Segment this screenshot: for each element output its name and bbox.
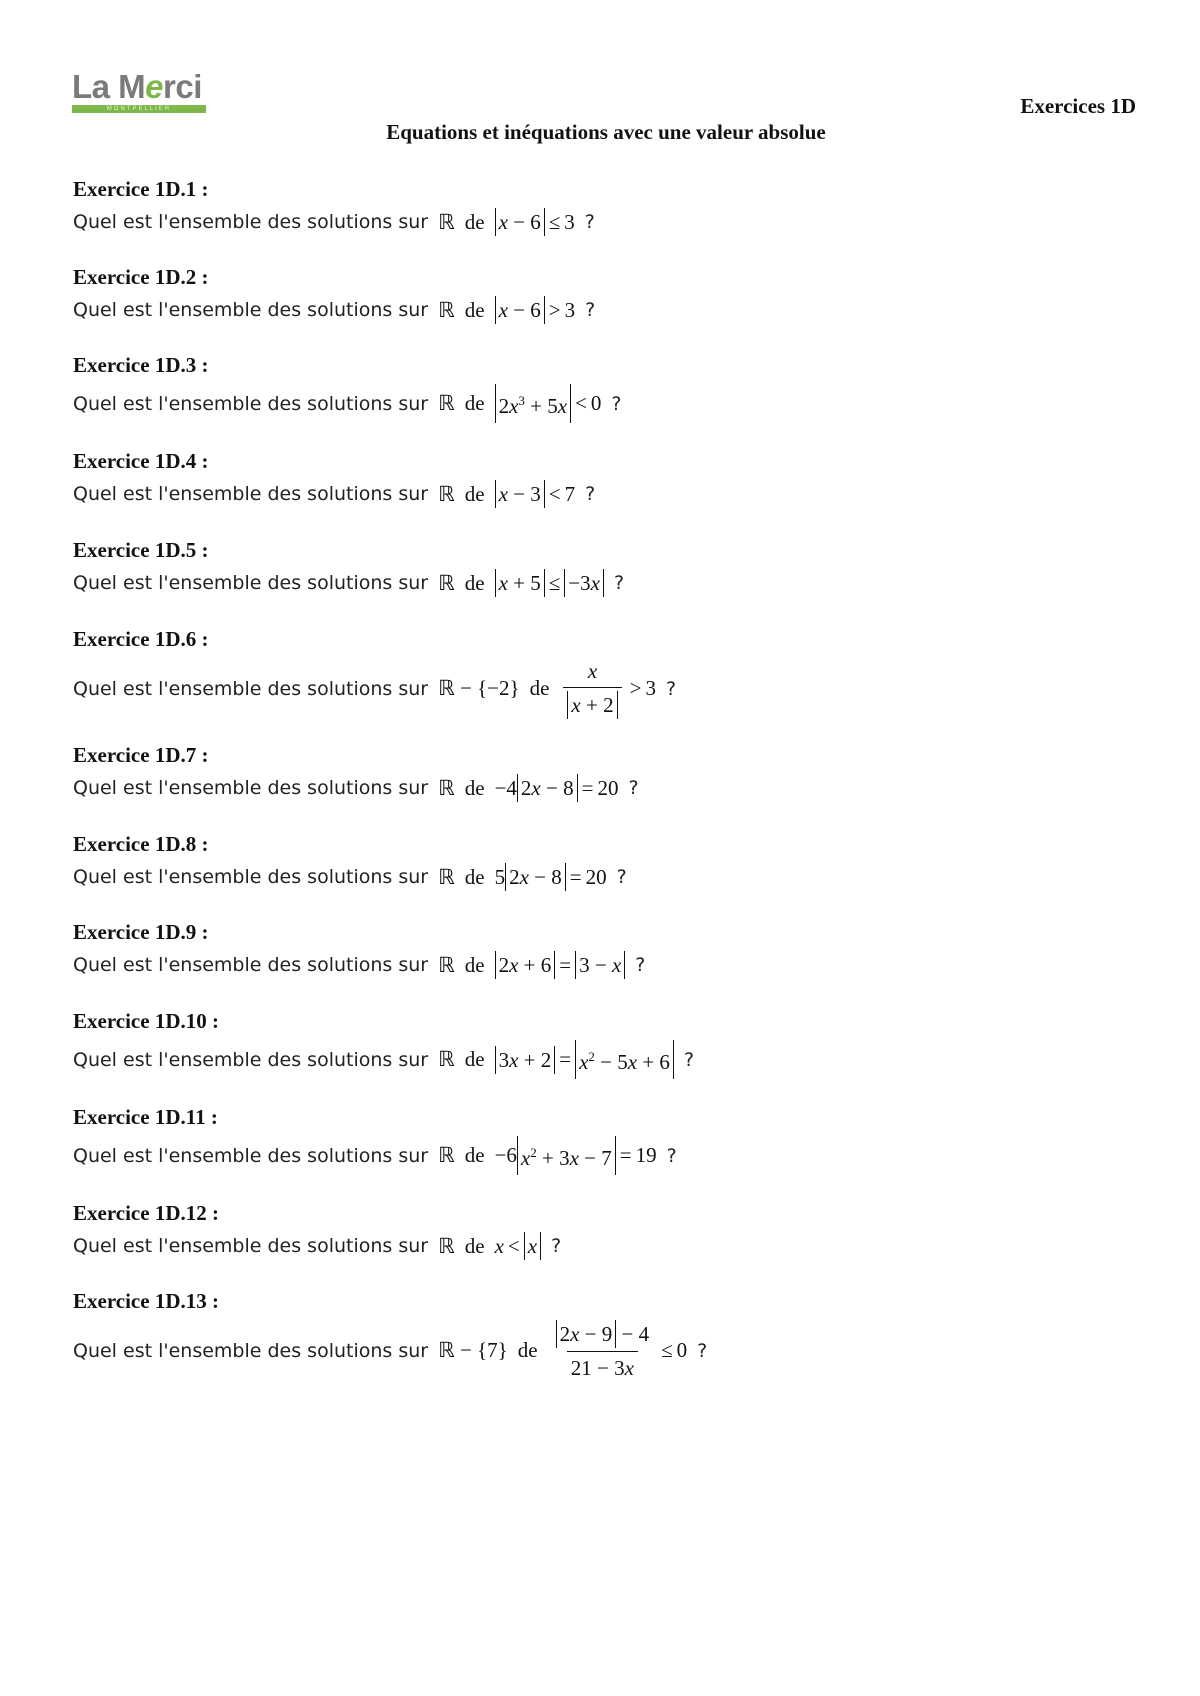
- question-text: Quel est l'ensemble des solutions sur: [73, 1048, 429, 1071]
- solution-set: ℝ: [438, 481, 455, 506]
- exercise-question: [73, 1136, 677, 1175]
- math-expression: x < x: [495, 1232, 542, 1260]
- question-text: Quel est l'ensemble des solutions sur: [73, 1144, 429, 1167]
- document-id: Exercices 1D: [1020, 94, 1136, 118]
- exercise-5: [73, 537, 624, 597]
- exercise-question: [73, 569, 624, 597]
- math-expression: x + 5 ≤ −3x: [495, 569, 604, 597]
- solution-set: ℝ: [438, 570, 455, 595]
- exercise-question: [73, 1232, 561, 1260]
- solution-set: ℝ: [438, 391, 455, 415]
- solution-set: ℝ: [438, 209, 455, 234]
- exercise-question: [73, 1040, 694, 1079]
- exercise-title: Exercice 1D.6 :: [73, 627, 209, 651]
- question-mark: ?: [697, 1339, 708, 1362]
- exercise-title: Exercice 1D.7 :: [73, 743, 209, 767]
- math-expression: x − 6 > 3: [495, 296, 576, 324]
- question-text: Quel est l'ensemble des solutions sur: [73, 866, 429, 888]
- exercise-title: Exercice 1D.5 :: [73, 538, 209, 562]
- de-label: de: [464, 297, 485, 322]
- exercise-1: [73, 176, 595, 236]
- question-mark: ?: [585, 483, 596, 505]
- math-expression: x − 3 < 7: [495, 480, 576, 508]
- solution-set: ℝ − {7}: [438, 1338, 508, 1362]
- exercise-6: [73, 626, 676, 719]
- question-mark: ?: [611, 392, 622, 415]
- exercise-title: Exercice 1D.10 :: [73, 1009, 219, 1033]
- solution-set: ℝ − {−2}: [438, 676, 520, 700]
- math-expression: −6 $x^2 + 3x - 7$ = 19: [495, 1136, 657, 1175]
- logo: [72, 70, 208, 116]
- exercise-question: [73, 658, 676, 719]
- question-text: Quel est l'ensemble des solutions sur: [73, 1235, 429, 1257]
- logo-text: La Merci: [72, 68, 202, 105]
- question-text: Quel est l'ensemble des solutions sur: [73, 777, 429, 799]
- exercise-7: [73, 742, 639, 802]
- solution-set: ℝ: [438, 952, 455, 977]
- exercise-8: [73, 831, 627, 891]
- solution-set: ℝ: [438, 1143, 455, 1167]
- de-label: de: [464, 952, 485, 977]
- exercise-12: [73, 1200, 561, 1260]
- de-label: de: [464, 775, 485, 800]
- math-expression: $\frac{2x - 9 - 4}{21 - 3x}$ ≤ 0: [548, 1320, 688, 1381]
- logo-subtitle: MONTPELLIER: [72, 105, 206, 113]
- exercise-question: [73, 384, 622, 423]
- math-expression: x − 6 ≤ 3: [495, 208, 575, 236]
- exercise-3: [73, 352, 622, 423]
- de-label: de: [517, 1338, 538, 1362]
- question-mark: ?: [585, 299, 596, 321]
- exercise-question: [73, 951, 645, 979]
- exercise-10: [73, 1008, 694, 1079]
- question-mark: ?: [628, 777, 639, 799]
- exercise-title: Exercice 1D.8 :: [73, 832, 209, 856]
- solution-set: ℝ: [438, 297, 455, 322]
- question-mark: ?: [635, 954, 646, 976]
- question-mark: ?: [584, 211, 595, 233]
- question-text: Quel est l'ensemble des solutions sur: [73, 392, 429, 415]
- de-label: de: [464, 1233, 485, 1258]
- page-title: Equations et inéquations avec une valeur absolue: [386, 120, 826, 144]
- question-text: Quel est l'ensemble des solutions sur: [73, 211, 429, 233]
- math-expression: 5 2x − 8 = 20: [494, 864, 607, 889]
- de-label: de: [464, 1047, 485, 1071]
- exercise-question: [73, 863, 627, 891]
- de-label: de: [464, 570, 485, 595]
- question-text: Quel est l'ensemble des solutions sur: [73, 1339, 429, 1362]
- exercise-11: [73, 1104, 677, 1175]
- math-expression: 2x + 6 = 3 − x: [495, 951, 626, 979]
- question-text: Quel est l'ensemble des solutions sur: [73, 483, 429, 505]
- exercise-question: [73, 296, 595, 324]
- de-label: de: [464, 1143, 485, 1167]
- exercise-title: Exercice 1D.4 :: [73, 449, 209, 473]
- question-mark: ?: [683, 1048, 695, 1071]
- exercise-title: Exercice 1D.2 :: [73, 265, 209, 289]
- solution-set: ℝ: [438, 864, 455, 889]
- exercise-title: Exercice 1D.1 :: [73, 177, 209, 201]
- math-expression: −4 2x − 8 = 20: [494, 775, 619, 800]
- exercise-title: Exercice 1D.11 :: [73, 1105, 218, 1129]
- exercise-13: [73, 1288, 707, 1381]
- exercise-title: Exercice 1D.9 :: [73, 920, 209, 944]
- de-label: de: [464, 391, 485, 415]
- exercise-title: Exercice 1D.12 :: [73, 1201, 219, 1225]
- exercise-title: Exercice 1D.13 :: [73, 1289, 219, 1313]
- exercise-9: [73, 919, 645, 979]
- math-expression: $\frac{x}{x + 2}$ > 3: [559, 658, 656, 719]
- question-mark: ?: [665, 677, 677, 700]
- exercise-title: Exercice 1D.3 :: [73, 353, 209, 377]
- de-label: de: [464, 864, 485, 889]
- de-label: de: [529, 676, 550, 700]
- math-expression: 3x + 2 = $x^2 - 5x + 6$: [495, 1040, 674, 1079]
- exercise-question: [73, 480, 595, 508]
- de-label: de: [464, 481, 485, 506]
- solution-set: ℝ: [438, 1233, 455, 1258]
- exercise-question: [73, 208, 595, 236]
- exercise-2: [73, 264, 595, 324]
- de-label: de: [464, 209, 485, 234]
- question-mark: ?: [551, 1235, 562, 1257]
- solution-set: ℝ: [438, 1047, 455, 1071]
- exercise-question: [73, 774, 639, 802]
- question-text: Quel est l'ensemble des solutions sur: [73, 677, 429, 700]
- question-text: Quel est l'ensemble des solutions sur: [73, 299, 429, 321]
- exercise-4: [73, 448, 595, 508]
- question-mark: ?: [616, 866, 627, 888]
- question-mark: ?: [613, 572, 625, 594]
- question-mark: ?: [666, 1144, 677, 1167]
- question-text: Quel est l'ensemble des solutions sur: [73, 954, 429, 976]
- math-expression: $2x^3 + 5x$ < 0: [495, 384, 602, 423]
- exercise-question: [73, 1320, 707, 1381]
- question-text: Quel est l'ensemble des solutions sur: [73, 572, 429, 594]
- solution-set: ℝ: [438, 775, 455, 800]
